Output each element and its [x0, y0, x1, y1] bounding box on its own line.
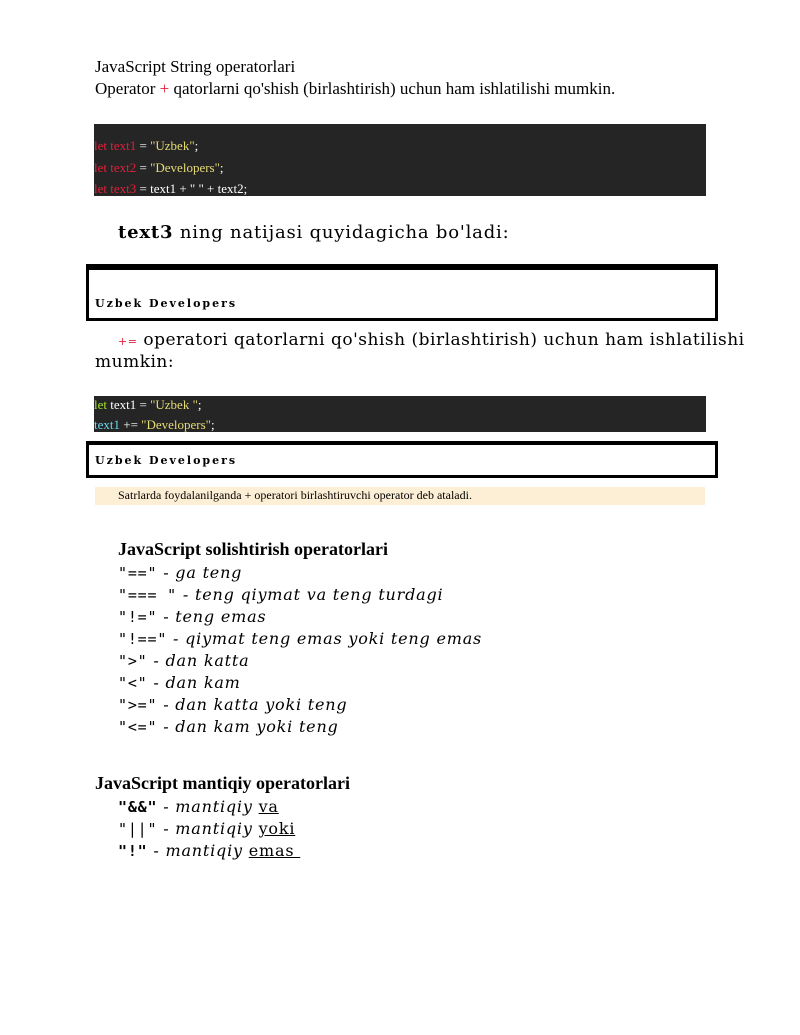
code-end: ;	[194, 138, 199, 153]
operator-symbol: "=== "	[118, 586, 177, 604]
code-variable: text3	[110, 181, 137, 196]
operator-desc: - qiymat teng emas yoki teng emas	[167, 629, 483, 648]
comparison-list	[118, 562, 482, 738]
code-text: = text1 + " " + text2;	[136, 181, 248, 196]
code-text: =	[136, 160, 151, 175]
operator-symbol: "!="	[118, 608, 158, 626]
result-var: text3	[118, 222, 174, 243]
logical-heading: JavaScript mantiqiy operatorlari	[95, 773, 350, 793]
operator-symbol: "<="	[118, 718, 158, 736]
code-string: "Uzbek"	[150, 138, 195, 153]
code-block-pluseq	[94, 396, 706, 432]
code-end: ;	[197, 397, 202, 412]
intro-after: qatorlarni qo'shish (birlashtirish) uchun ham ishlatilishi mumkin.	[169, 79, 616, 98]
operator-symbol: "||"	[118, 820, 158, 838]
pluseq-paragraph-cont: mumkin:	[95, 352, 175, 372]
code-line	[94, 417, 215, 433]
code-block-concat	[94, 124, 706, 196]
operator-desc: - dan katta	[147, 651, 250, 670]
intro-paragraph	[95, 79, 615, 99]
plus-operator: +	[159, 79, 170, 98]
code-text: text1 =	[107, 397, 151, 412]
pluseq-paragraph	[118, 330, 745, 350]
operator-desc: - teng emas	[157, 607, 267, 626]
result-box-2	[86, 441, 718, 478]
list-item	[118, 650, 482, 672]
intro-before: Operator	[95, 79, 160, 98]
operator-name: va	[258, 797, 279, 816]
code-string: "Uzbek "	[150, 397, 198, 412]
code-keyword: let	[94, 397, 107, 412]
comparison-heading: JavaScript solishtirish operatorlari	[118, 539, 388, 559]
list-item	[118, 606, 482, 628]
code-keyword: let	[94, 181, 107, 196]
list-item	[118, 562, 482, 584]
operator-desc: - dan kam yoki teng	[157, 717, 339, 736]
operator-name: yoki	[258, 819, 296, 838]
operator-desc: - dan kam	[147, 673, 241, 692]
operator-desc: - mantiqiy	[147, 841, 249, 860]
code-text: +=	[120, 417, 142, 432]
list-item	[118, 716, 482, 738]
list-item	[118, 672, 482, 694]
code-variable: text1	[110, 138, 137, 153]
code-string: "Developers"	[141, 417, 211, 432]
operator-symbol: "!"	[118, 842, 148, 860]
pluseq-operator: +=	[118, 335, 138, 348]
code-line	[94, 160, 224, 176]
code-line	[94, 181, 247, 197]
result-box	[86, 264, 718, 321]
list-item	[118, 628, 482, 650]
operator-symbol: ">"	[118, 652, 148, 670]
operator-desc: - ga teng	[157, 563, 243, 582]
code-keyword: let	[94, 138, 107, 153]
code-keyword: let	[94, 160, 107, 175]
code-string: "Developers"	[150, 160, 220, 175]
result-output-2: Uzbek Developers	[95, 454, 238, 467]
operator-name: emas	[248, 841, 301, 860]
section-title: JavaScript String operatorlari	[95, 57, 296, 76]
operator-symbol: "=="	[118, 564, 158, 582]
operator-desc: - dan katta yoki teng	[157, 695, 348, 714]
pluseq-text: operatori qatorlarni qo'shish (birlashtirish) uchun ham ishlatilishi	[137, 330, 745, 350]
list-item	[118, 840, 300, 862]
note-text: Satrlarda foydalanilganda + operatori birlashtiruvchi operator deb ataladi.	[118, 488, 472, 502]
code-variable: text1	[94, 417, 120, 432]
code-line	[94, 138, 198, 154]
note-box	[95, 487, 705, 505]
result-intro-text: ning natijasi quyidagicha bo'ladi:	[173, 222, 510, 243]
result-intro	[118, 222, 509, 243]
operator-symbol: "!=="	[118, 630, 168, 648]
operator-symbol: "&&"	[118, 798, 158, 816]
code-line	[94, 397, 202, 413]
operator-desc: - mantiqiy	[157, 819, 259, 838]
operator-symbol: ">="	[118, 696, 158, 714]
code-text: =	[136, 138, 151, 153]
list-item	[118, 694, 482, 716]
operator-desc: - teng qiymat va teng turdagi	[177, 585, 444, 604]
operator-desc: - mantiqiy	[157, 797, 259, 816]
code-end: ;	[210, 417, 215, 432]
code-end: ;	[219, 160, 224, 175]
code-variable: text2	[110, 160, 137, 175]
logical-list	[118, 796, 300, 862]
result-output: Uzbek Developers	[95, 297, 238, 310]
list-item	[118, 584, 482, 606]
operator-symbol: "<"	[118, 674, 148, 692]
list-item	[118, 796, 300, 818]
list-item	[118, 818, 300, 840]
